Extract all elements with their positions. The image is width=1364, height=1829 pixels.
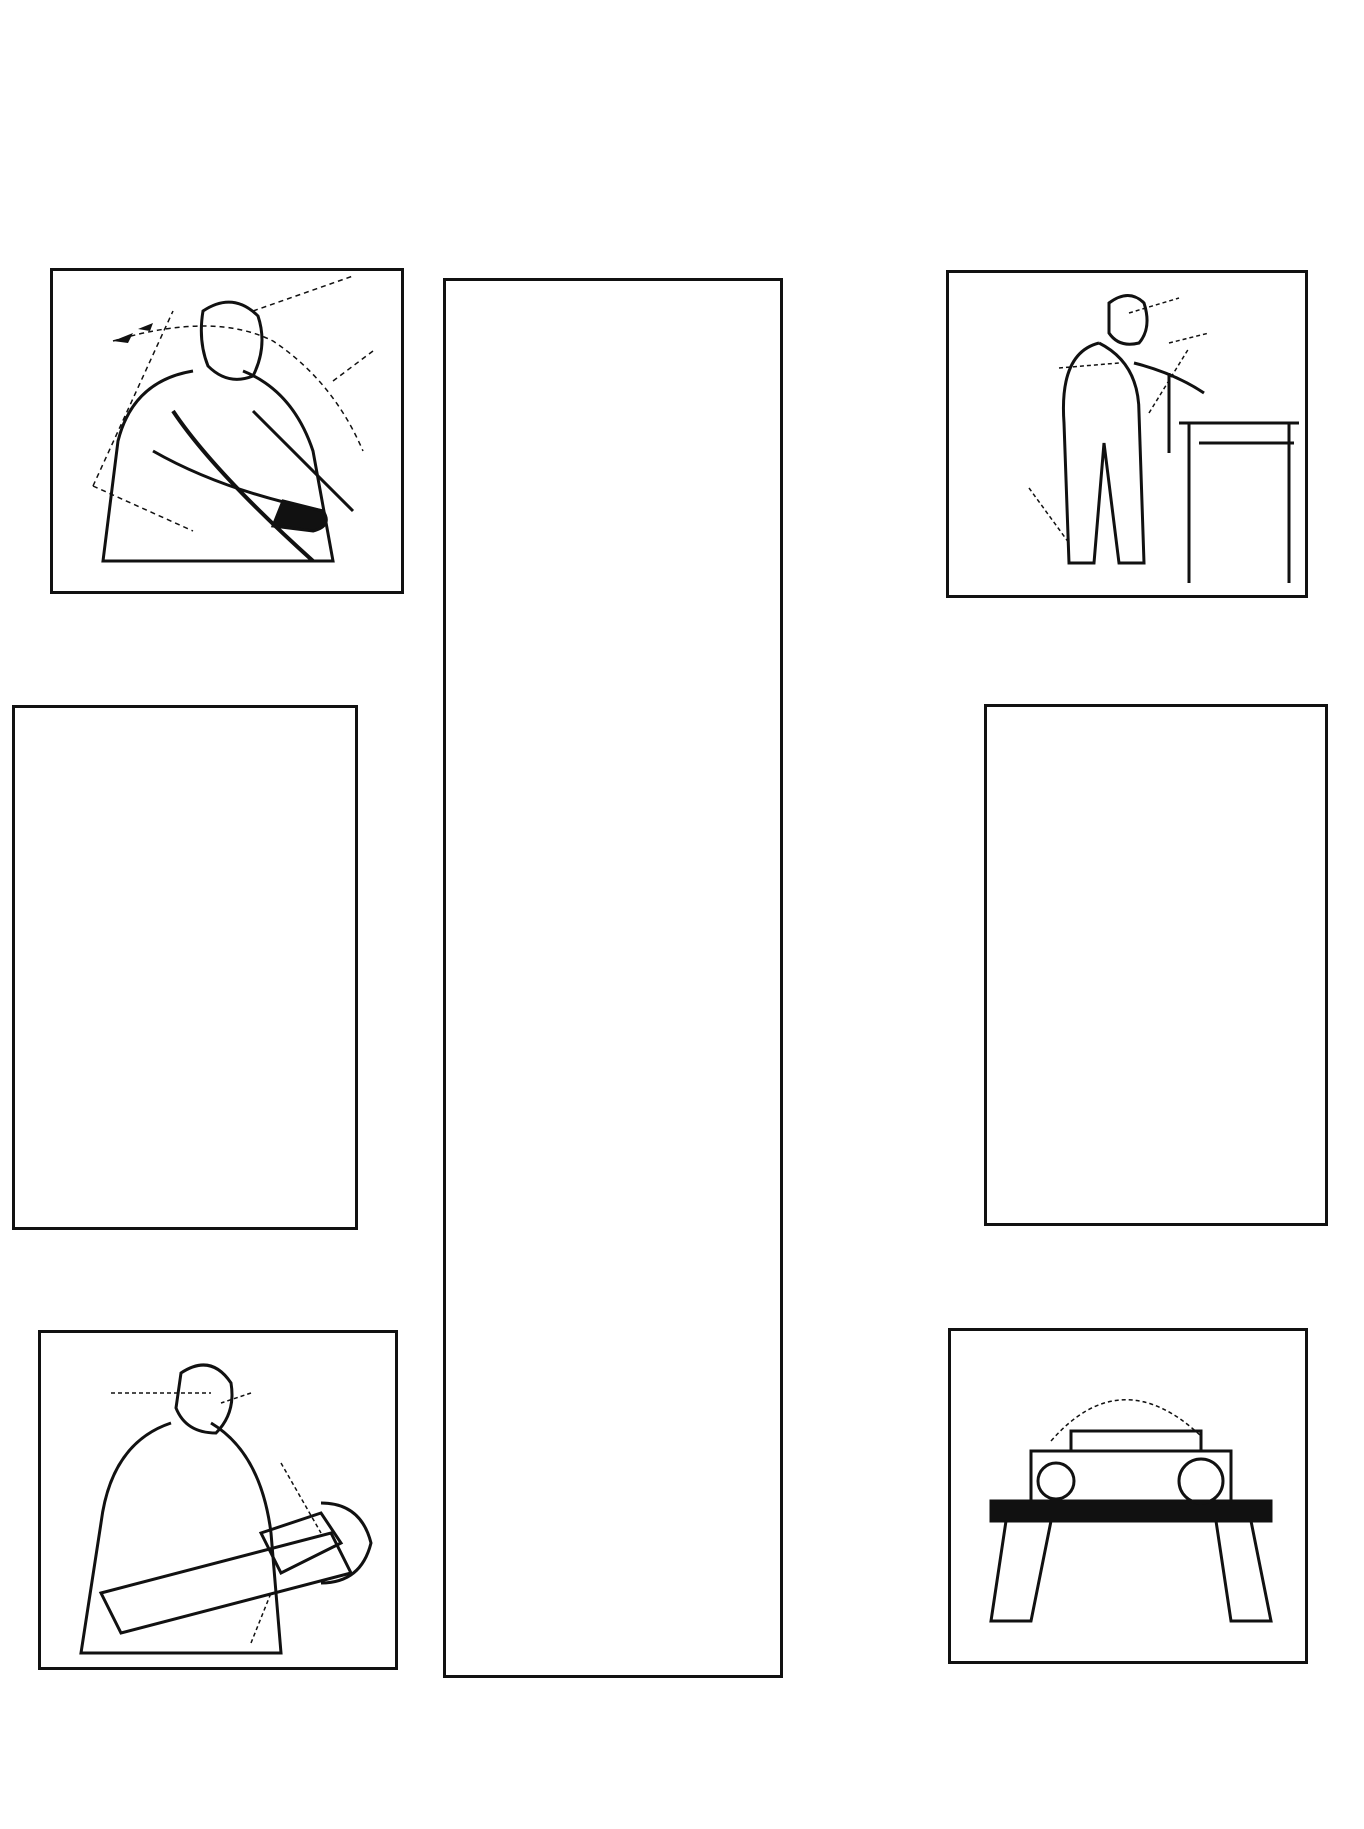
right-text-box — [984, 704, 1328, 1226]
picture-filing-worker — [946, 270, 1308, 598]
left-text-box — [12, 705, 358, 1230]
picture-machinist — [38, 1330, 398, 1670]
automatic-lathe-illustration — [951, 1331, 1305, 1661]
rules-table — [443, 278, 783, 1678]
hammer-worker-illustration — [53, 271, 401, 591]
machinist-illustration — [41, 1333, 395, 1667]
picture-automatic-lathe — [948, 1328, 1308, 1664]
filing-worker-illustration — [949, 273, 1305, 595]
picture-hammer-worker — [50, 268, 404, 594]
